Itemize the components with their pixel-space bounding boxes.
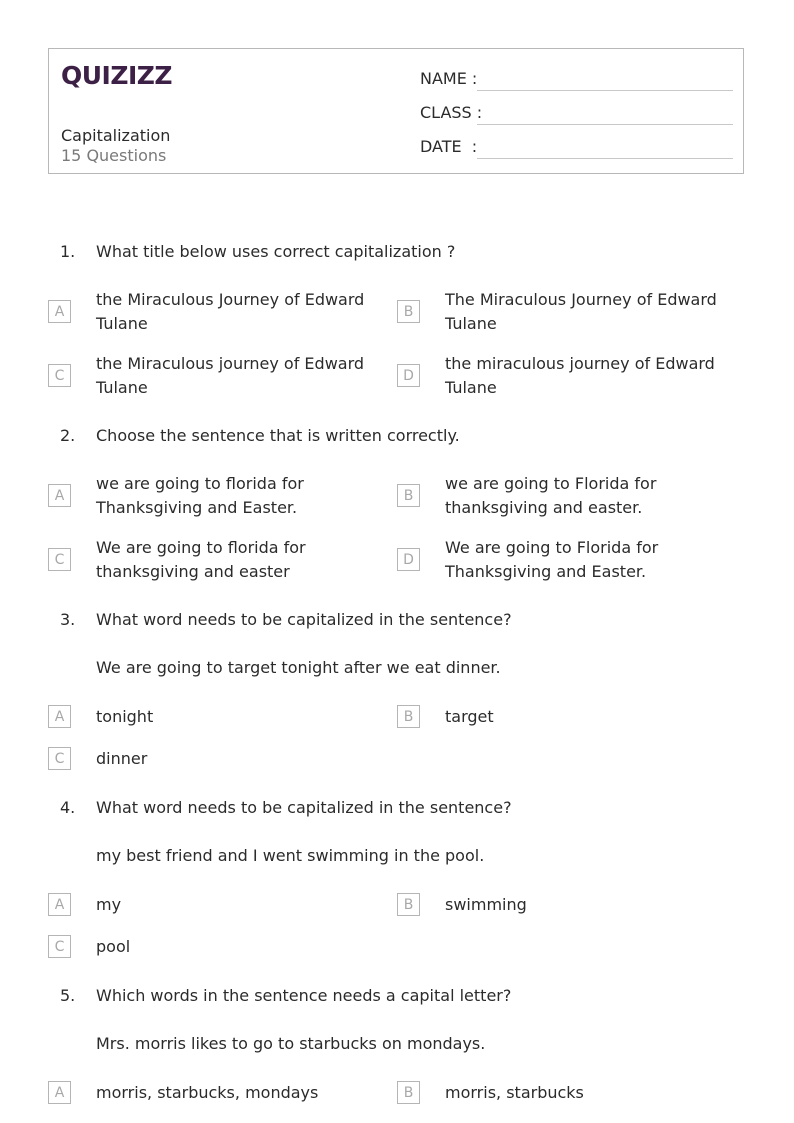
- question-sentence: my best friend and I went swimming in the pool.: [96, 846, 485, 865]
- class-line[interactable]: [477, 124, 733, 125]
- option-text: morris, starbucks: [445, 1083, 584, 1102]
- name-line[interactable]: [477, 90, 733, 91]
- question-text: What word needs to be capitalized in the sentence?: [96, 798, 512, 817]
- option-box-d[interactable]: D: [397, 548, 420, 571]
- date-line[interactable]: [477, 158, 733, 159]
- worksheet-title: Capitalization: [61, 126, 171, 145]
- option-text: we are going to Florida for thanksgiving and easter.: [445, 474, 657, 517]
- question-count: 15 Questions: [61, 146, 167, 165]
- option-box-a[interactable]: A: [48, 1081, 71, 1104]
- question-number: 1.: [60, 242, 76, 261]
- worksheet-header: [48, 48, 744, 174]
- option-box-a[interactable]: A: [48, 484, 71, 507]
- question-sentence: Mrs. morris likes to go to starbucks on mondays.: [96, 1034, 486, 1053]
- option-text: dinner: [96, 749, 148, 768]
- option-box-d[interactable]: D: [397, 364, 420, 387]
- option-text: target: [445, 707, 494, 726]
- quizizz-logo: QUIZIZZ: [61, 61, 173, 90]
- option-box-c[interactable]: C: [48, 935, 71, 958]
- option-text: we are going to florida for Thanksgiving and Easter.: [96, 474, 304, 517]
- date-label: DATE :: [420, 137, 478, 156]
- option-box-c[interactable]: C: [48, 364, 71, 387]
- option-box-b[interactable]: B: [397, 300, 420, 323]
- option-text: We are going to florida for thanksgiving and easter: [96, 538, 306, 581]
- option-box-a[interactable]: A: [48, 705, 71, 728]
- option-text: pool: [96, 937, 131, 956]
- question-number: 4.: [60, 798, 76, 817]
- option-box-c[interactable]: C: [48, 747, 71, 770]
- option-text: my: [96, 895, 122, 914]
- option-text: tonight: [96, 707, 154, 726]
- question-number: 5.: [60, 986, 76, 1005]
- name-label: NAME :: [420, 69, 478, 88]
- option-text: the miraculous journey of Edward Tulane: [445, 354, 715, 397]
- question-text: Which words in the sentence needs a capital letter?: [96, 986, 512, 1005]
- question-sentence: We are going to target tonight after we eat dinner.: [96, 658, 501, 677]
- option-text: We are going to Florida for Thanksgiving and Easter.: [445, 538, 659, 581]
- option-box-a[interactable]: A: [48, 893, 71, 916]
- option-box-b[interactable]: B: [397, 1081, 420, 1104]
- question-text: What word needs to be capitalized in the sentence?: [96, 610, 512, 629]
- option-text: The Miraculous Journey of Edward Tulane: [445, 290, 717, 333]
- question-text: What title below uses correct capitalization ?: [96, 242, 456, 261]
- option-text: the Miraculous journey of Edward Tulane: [96, 354, 365, 397]
- option-text: morris, starbucks, mondays: [96, 1083, 319, 1102]
- option-box-a[interactable]: A: [48, 300, 71, 323]
- option-text: swimming: [445, 895, 527, 914]
- option-box-b[interactable]: B: [397, 893, 420, 916]
- question-number: 3.: [60, 610, 76, 629]
- option-box-c[interactable]: C: [48, 548, 71, 571]
- question-number: 2.: [60, 426, 76, 445]
- option-text: the Miraculous Journey of Edward Tulane: [96, 290, 365, 333]
- option-box-b[interactable]: B: [397, 705, 420, 728]
- question-text: Choose the sentence that is written correctly.: [96, 426, 460, 445]
- option-box-b[interactable]: B: [397, 484, 420, 507]
- class-label: CLASS :: [420, 103, 483, 122]
